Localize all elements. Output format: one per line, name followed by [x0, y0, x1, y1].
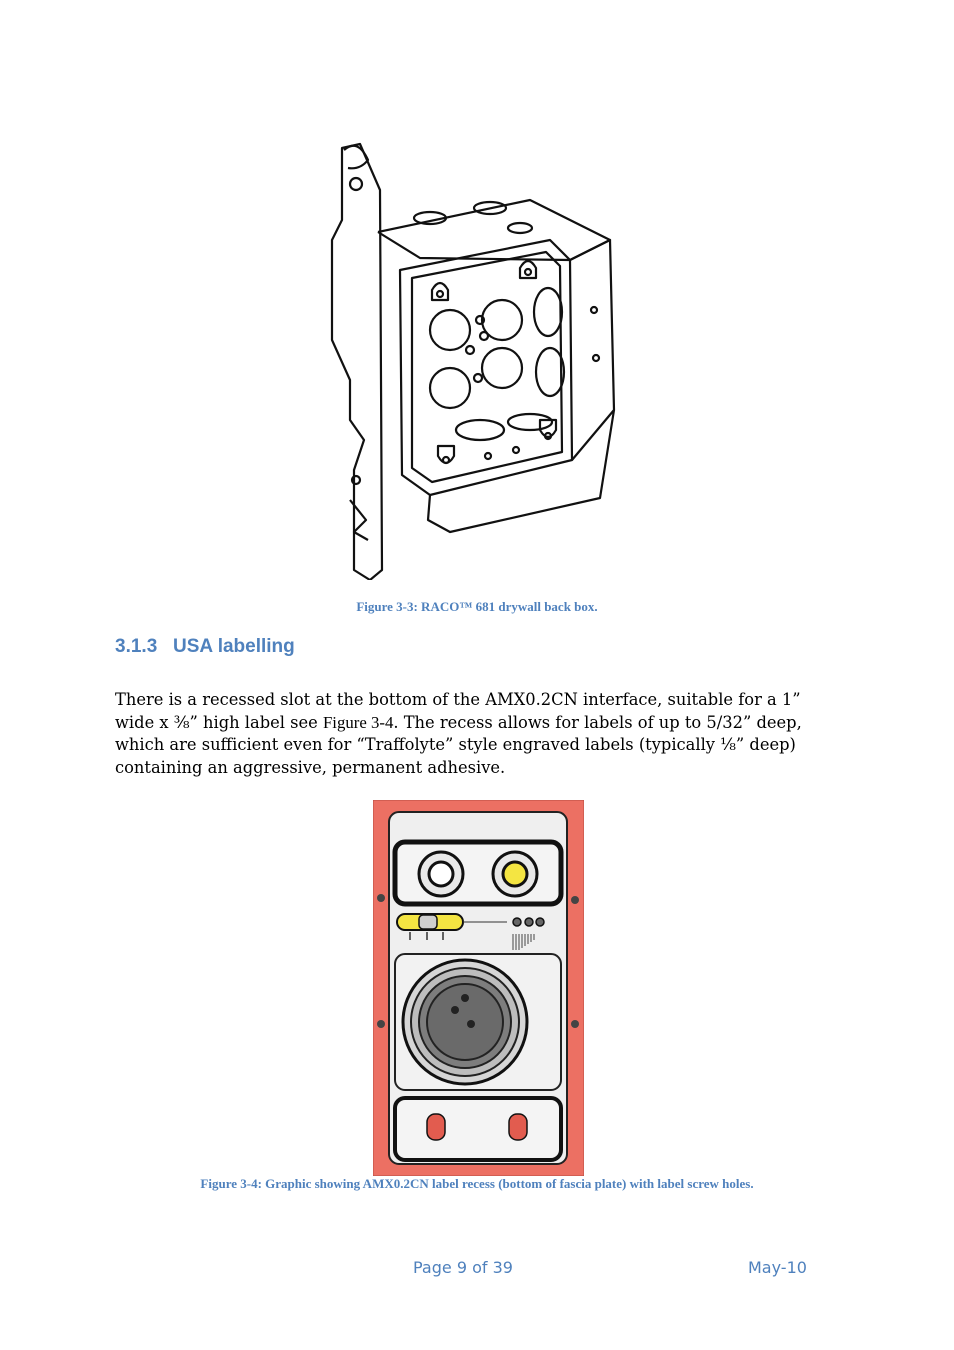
fascia-plate-figure: [373, 800, 584, 1176]
section-title: USA labelling: [173, 636, 295, 657]
body-paragraph: [115, 689, 839, 779]
figure-reference: Figure 3-4: [322, 712, 394, 732]
footer-page-number: Page 9 of 39: [413, 1258, 513, 1277]
paragraph-text-start: There is a recessed slot at the bottom of the AMX0.2CN interface, suitable for a 1” wide x ⅜” high label see: [115, 690, 801, 732]
figure-3-4-caption: Figure 3-4: Graphic showing AMX0.2CN label recess (bottom of fascia plate) with label screw holes.: [200, 1176, 754, 1191]
section-number: 3.1.3: [115, 636, 158, 657]
paragraph-text-end: . The recess allows for labels of up to 5/32” deep, which are sufficient even for “Traffolyte” style engraved labels (typically ⅛” deep) containing an aggressive, permanent adhesive.: [115, 712, 802, 777]
drywall-back-box-figure: [320, 140, 620, 580]
section-heading: [115, 636, 295, 658]
footer-date: May-10: [748, 1258, 807, 1277]
figure-3-3-caption: Figure 3-3: RACO™ 681 drywall back box.: [356, 599, 598, 614]
